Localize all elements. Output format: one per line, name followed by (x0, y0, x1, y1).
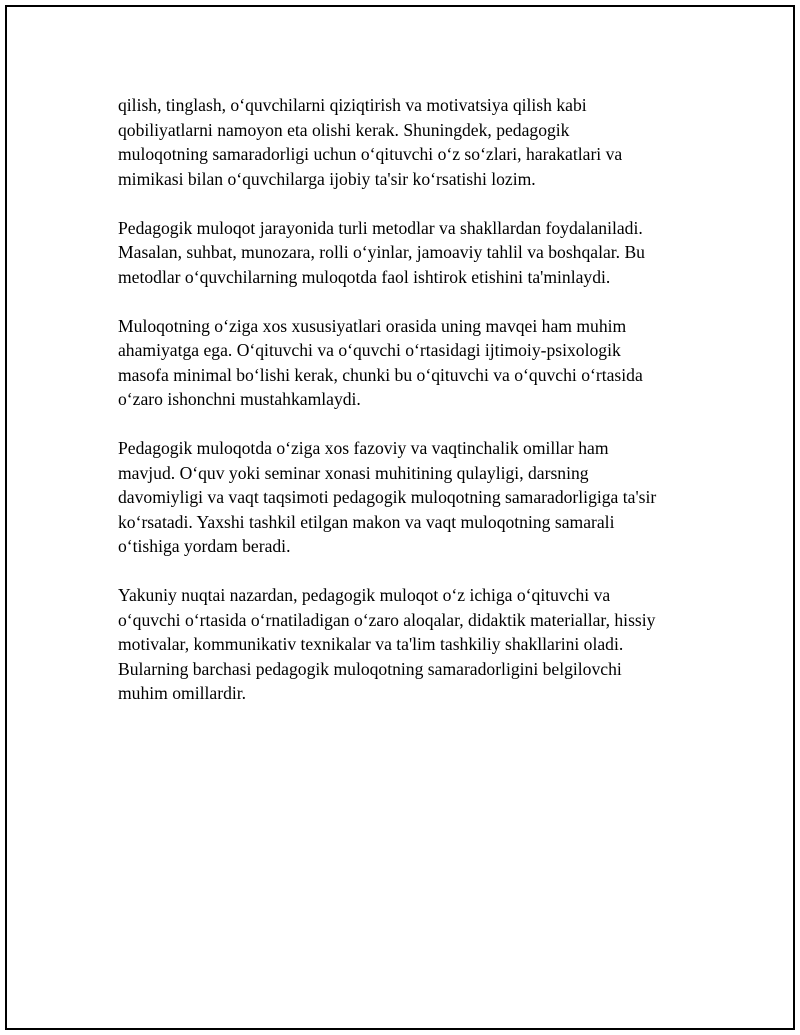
paragraph-3 (118, 314, 708, 412)
text-line: ko‘rsatadi. Yaxshi tashkil etilgan makon va vaqt muloqotning samarali (118, 511, 615, 532)
text-line: Masalan, suhbat, munozara, rolli o‘yinlar, jamoaviy tahlil va boshqalar. Bu (118, 242, 645, 262)
text-line: Pedagogik muloqot jarayonida turli metodlar va shakllardan foydalaniladi. (118, 217, 643, 238)
text-line: muhim omillardir. (118, 683, 247, 703)
text-line: muloqotning samaradorligi uchun o‘qituvchi o‘z so‘zlari, harakatlari va (118, 144, 623, 164)
document-body (118, 93, 708, 730)
text-line: o‘zaro ishonchni mustahkamlaydi. (118, 389, 361, 409)
text-line: Muloqotning o‘ziga xos xususiyatlari orasida uning mavqei ham muhim (118, 315, 627, 336)
text-line: metodlar o‘quvchilarning muloqotda faol ishtirok etishini ta'minlaydi. (118, 266, 611, 287)
paragraph-1 (118, 93, 708, 191)
text-line: qobiliyatlarni namoyon eta olishi kerak. Shuningdek, pedagogik (118, 119, 570, 140)
paragraph-4 (118, 436, 708, 559)
text-line: Pedagogik muloqotda o‘ziga xos fazoviy va vaqtinchalik omillar ham (118, 438, 609, 458)
text-line: ahamiyatga ega. O‘qituvchi va o‘quvchi o‘rtasidagi ijtimoiy-psixologik (118, 340, 621, 360)
paragraph-2 (118, 216, 708, 290)
text-line: davomiyligi va vaqt taqsimoti pedagogik muloqotning samaradorligiga ta'sir (118, 487, 657, 507)
text-line: Yakuniy nuqtai nazardan, pedagogik muloqot o‘z ichiga o‘qituvchi va (118, 585, 611, 605)
text-line: mavjud. O‘quv yoki seminar xonasi muhitining qulayligi, darsning (118, 462, 589, 483)
text-line: masofa minimal bo‘lishi kerak, chunki bu o‘qituvchi va o‘quvchi o‘rtasida (118, 364, 643, 385)
text-line: o‘quvchi o‘rtasida o‘rnatiladigan o‘zaro aloqalar, didaktik materiallar, hissiy (118, 609, 656, 630)
text-line: Bularning barchasi pedagogik muloqotning samaradorligini belgilovchi (118, 658, 622, 679)
paragraph-5 (118, 583, 708, 706)
text-line: mimikasi bilan o‘quvchilarga ijobiy ta'sir ko‘rsatishi lozim. (118, 168, 536, 189)
text-line: o‘tishiga yordam beradi. (118, 536, 291, 556)
text-line: qilish, tinglash, o‘quvchilarni qiziqtirish va motivatsiya qilish kabi (118, 95, 587, 115)
text-line: motivalar, kommunikativ texnikalar va ta'lim tashkiliy shakllarini oladi. (118, 634, 624, 654)
